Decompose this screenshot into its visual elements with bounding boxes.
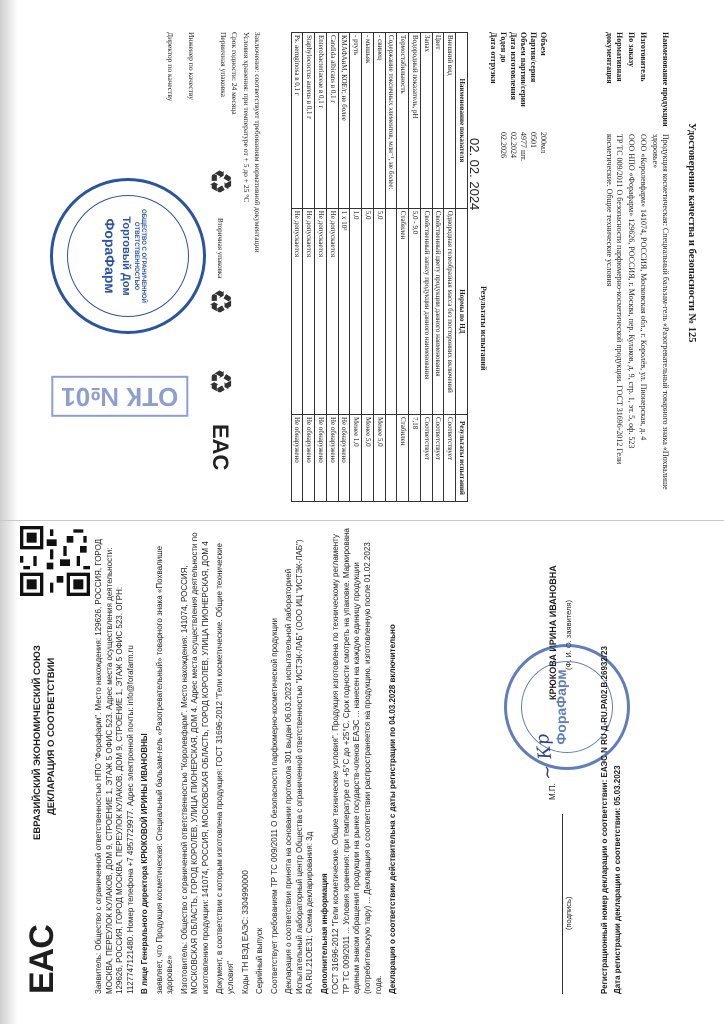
- eac-mark: EAC: [208, 424, 233, 471]
- test-results-table: [291, 32, 468, 502]
- table-cell: 1 x 10³: [338, 208, 350, 414]
- table-cell: Не обнаружено: [291, 414, 303, 501]
- table-row: [421, 33, 433, 502]
- recycle-icon: ♻: [203, 288, 236, 315]
- table-cell: КМАФАнМ, КОЕ/г, не более: [338, 33, 350, 209]
- table-cell: Термостабильность: [397, 33, 409, 209]
- signer-quality-engineer: Инженер по качеству: [187, 32, 196, 100]
- batch-key: Годен до: [499, 32, 508, 63]
- column-header: Нормы по НД: [456, 208, 468, 414]
- tnved-codes: Коды ТН ВЭД ЕАЭС: 3304990000: [240, 870, 250, 994]
- table-cell: 5,0 - 9,0: [409, 208, 421, 414]
- batch-key: Объем: [539, 32, 548, 56]
- primary-packaging-label: Первичная упаковка: [218, 32, 228, 97]
- table-cell: Внешний вид: [444, 33, 456, 209]
- additional-info-title: Дополнительная информация: [319, 873, 329, 994]
- recycle-icon: ♻: [203, 368, 236, 395]
- certificate-signatures: [153, 32, 200, 101]
- table-cell: Staphylococcus aureus в 0,1 г: [303, 33, 315, 209]
- field-label: По заказу: [627, 32, 636, 67]
- batch-key: Объем партии/серии: [519, 32, 528, 107]
- stamp-line: ФораФарм: [552, 669, 569, 745]
- conformity-text: Соответствует требованиям ТР ТС 009/2011 О безопасности парфюмерно-косметической продукции: [269, 617, 279, 994]
- declaration-title: ДЕКЛАРАЦИЯ О СООТВЕТСТВИИ: [46, 657, 57, 815]
- registration-date: Дата регистрации декларации о соответствии: 05.03.2023: [612, 765, 622, 994]
- table-cell: Цвет: [432, 33, 444, 209]
- table-cell: Ps. aeruginosa в 0,1 г: [291, 33, 303, 209]
- stamp-place-label: М.П.: [548, 783, 557, 800]
- batch-row-lot: [528, 32, 538, 252]
- stamp-line: ОБЩЕСТВО С ОГРАНИЧЕННОЙ ОТВЕТСТВЕННОСТЬЮ: [132, 209, 146, 303]
- table-cell: - свинец: [374, 33, 386, 209]
- table-row: [397, 33, 409, 502]
- batch-row-ship-date: [488, 32, 498, 252]
- table-cell: Не обнаружено: [303, 414, 315, 501]
- shelf-life: Срок годности: 24 месяца: [230, 32, 240, 115]
- table-body: [291, 33, 456, 502]
- table-cell: - ртуть: [350, 33, 362, 209]
- document-text: Документ, в соответствии с которым изготовлена продукция: ГОСТ 31696-2012 "Гели косметические. Общие технические условия": [215, 543, 236, 994]
- batch-value: [488, 132, 498, 252]
- table-cell: Менее 5,0: [374, 414, 386, 501]
- quality-certificate: [20, 28, 700, 508]
- field-value: ТР ТС 009/2011 О безопасности парфюмерно-косметической продукции. ГОСТ 31696-2012 Гели косметические. Общие технические условия: [605, 134, 624, 465]
- storage-conditions: Условия хранения: при температуре от + 5 до + 25 °С: [241, 32, 251, 203]
- stamp-line: Торговый Дом: [119, 216, 132, 296]
- batch-value: 02.2024: [509, 132, 518, 158]
- secondary-packaging-label: Вторичная упаковка: [216, 218, 224, 279]
- declares-text: заявляет, что Продукция косметическая: Специальный бальзам-гель «Разогревательный» товарного знака «Похвалише здоровье»: [154, 545, 175, 994]
- validity-text: Декларация о соответствии действительна с даты регистрации по 04.03.2028 включительно: [388, 624, 398, 994]
- table-row: [338, 33, 350, 502]
- field-label: Наименование продукции: [661, 32, 670, 127]
- batch-key: Дата отгрузки: [489, 32, 498, 84]
- registration-number: Регистрационный номер декларации о соответствии: ЕАЭС N RU Д-RU.РА02.В.26932/23: [600, 646, 609, 994]
- table-cell: Стабилен: [397, 414, 409, 501]
- table-cell: 5,0: [374, 208, 386, 414]
- table-row: [409, 33, 421, 502]
- batch-value: 200мл: [539, 132, 548, 154]
- table-cell: Соответствует: [432, 414, 444, 501]
- table-row: [291, 33, 303, 502]
- batch-info: [488, 32, 548, 252]
- union-title: ЕВРАЗИЙСКИЙ ЭКОНОМИЧЕСКИЙ СОЮЗ: [32, 645, 43, 840]
- table-cell: - мышьяк: [362, 33, 374, 209]
- stamp-text: [553, 647, 570, 767]
- column-header: Наименование показателя: [456, 33, 468, 209]
- table-row: [327, 33, 339, 502]
- signer-quality-director: Директор по качеству: [165, 32, 175, 102]
- cert-field-manufacturer: [638, 32, 648, 502]
- field-label: Изготовитель: [639, 32, 648, 82]
- table-cell: Не допускается: [291, 208, 303, 414]
- table-cell: [385, 414, 397, 501]
- table-cell: Содержание токсичных элементов, млн⁻¹, не более:: [385, 33, 397, 209]
- signature-caption: (подпись): [564, 896, 573, 930]
- additional-info-text: ГОСТ 31696-2012 "Гели косметические. Общие технические условия". Продукция изготовлена по техническому регламенту ТР ТС 009/2011 ... Условия хранения: при температуре от +5°С до +25°С. Срок годности смотреть на упаковке. Маркирована единым знаком обращения продукции на рынке государств-членов ЕАЭС ... нанесен на каждую единицу продукции (потребительскую тару) ... Декларация о соответствии распространяется на продукцию, изготовленную после 01.02.2023 года.: [331, 528, 383, 994]
- declaration-of-conformity: [18, 520, 708, 1000]
- cert-field-order: [626, 32, 636, 502]
- table-cell: Enterobacteriaceae в 0,1 г: [315, 33, 327, 209]
- table-cell: Candida albicans в 0,1 г: [327, 33, 339, 209]
- table-row: [315, 33, 327, 502]
- registration-info: [600, 526, 625, 994]
- handwritten-date: 02. 02. 2024: [467, 138, 482, 211]
- table-cell: Не допускается: [303, 208, 315, 414]
- table-row: [385, 33, 397, 502]
- batch-key: Дата изготовления: [509, 32, 518, 100]
- table-cell: Соответствует: [421, 414, 433, 501]
- cert-field-standards: [604, 32, 624, 502]
- eac-logo: EAC: [23, 925, 61, 994]
- applicant-text: Заявитель: Общество с ограниченной ответственностью НПО "Форафарм". Место нахождения: 129626, РОССИЯ, ГОРОД МОСКВА, ПЕРЕУЛОК КУЛАКОВ, ДОМ 9, СТРОЕНИЕ 1, ЭТАЖ 5 ОФИС 523. Адрес места осуществления деятельности: 129626, РОССИЯ, ГОРОД МОСКВА, ПЕРЕУЛОК КУЛАКОВ, ДОМ 9, СТРОЕНИЕ 1, ЭТАЖ 5 ОФИС 523. ОГРН: 1127747121480. Номер телефона +7 4957729977. Адрес электронной почты: info@forafarm.ru: [94, 538, 135, 994]
- table-cell: Запах: [421, 33, 433, 209]
- table-cell: [385, 208, 397, 414]
- stamp-text: [102, 181, 146, 331]
- field-label: Нормативная документация: [605, 32, 624, 84]
- batch-value: 4977 шт.: [519, 132, 528, 162]
- stamp-line: ФораФарм: [102, 218, 119, 294]
- table-cell: Не обнаружено: [327, 414, 339, 501]
- table-cell: Не допускается: [315, 208, 327, 414]
- batch-row-mfg-date: [508, 32, 518, 252]
- batch-value: 02.2026: [499, 132, 508, 158]
- conclusion-text: Заключение: соответствует требованиям нормативной документации: [253, 32, 262, 253]
- certificate-header-fields: [602, 32, 670, 502]
- table-cell: Не обнаружено: [338, 414, 350, 501]
- table-cell: 1,0: [350, 208, 362, 414]
- recycle-icon: ♻: [203, 168, 236, 195]
- name-caption: (Ф. И. О. заявителя): [564, 600, 573, 670]
- table-cell: Свойственный запаху продукции данного наименования: [421, 208, 433, 414]
- handwritten-signature: ~ Кр: [531, 732, 560, 782]
- signer-name: КРЮКОВА ИРИНА ИВАНОВНА: [548, 565, 558, 700]
- table-header-row: [456, 33, 468, 502]
- batch-key: Партия/серия: [529, 32, 538, 83]
- field-value: ООО «Королевфарм» 141074, РОССИЯ, Московская обл., г. Королёв, ул. Пионерская, д. 4: [639, 134, 648, 441]
- table-row: [374, 33, 386, 502]
- table-cell: 5,0: [362, 208, 374, 414]
- manufacturer-text: Изготовитель: Общество с ограниченной ответственностью "Королевфарм". Место нахождения: 141074, РОССИЯ, МОСКОВСКАЯ ОБЛАСТЬ, ГОРОД КОРОЛЕВ, УЛИЦА ПИОНЕРСКАЯ, ДОМ 4. Адрес места осуществления деятельности по изготовлению продукции: 141074, РОССИЯ, МОСКОВСКАЯ ОБЛАСТЬ, ГОРОД КОРОЛЕВ, УЛИЦА ПИОНЕРСКАЯ, ДОМ 4: [179, 532, 210, 994]
- signature-line: [548, 814, 563, 994]
- basis-text: Декларация о соответствии принята на основании протокола 301 выдан 06.03.2023 испытательной лабораторией Испытательный лабораторный центр Общества с ограниченной ответственностью "ИСТЭК-ЛАБ" (ООО ИЦ "ИСТЭК-ЛАБ") RA.RU.21ОЕ31; Схема декларирования: 3д: [284, 539, 315, 994]
- table-row: [444, 33, 456, 502]
- cert-field-product: [650, 32, 670, 502]
- otk-stamp: ОТК №01: [51, 376, 188, 417]
- table-cell: Водородный показатель, pH: [409, 33, 421, 209]
- table-cell: Менее 5,0: [362, 414, 374, 501]
- declaration-body: [94, 526, 403, 994]
- table-cell: Однородная гелеобразная масса без посторонних включений: [444, 208, 456, 414]
- table-row: [303, 33, 315, 502]
- table-cell: Не допускается: [327, 208, 339, 414]
- column-header: Результаты испытаний: [456, 414, 468, 501]
- batch-row-volume: [538, 32, 548, 252]
- batch-row-lot-size: [518, 32, 528, 252]
- table-cell: Не обнаружено: [315, 414, 327, 501]
- certificate-title: Удостоверение качества и безопасности № 125: [686, 123, 697, 343]
- results-title: Результаты испытаний: [479, 286, 488, 371]
- table-row: [350, 33, 362, 502]
- serial-production: Серийный выпуск: [255, 927, 265, 994]
- batch-value: 0501: [529, 132, 538, 148]
- qr-code-icon: [20, 526, 90, 596]
- table-row: [432, 33, 444, 502]
- table-cell: Свойственный цвету продукции данного наименования: [432, 208, 444, 414]
- table-cell: Стабилен: [397, 208, 409, 414]
- table-row: [362, 33, 374, 502]
- table-cell: Соответствует: [444, 414, 456, 501]
- field-value: Продукция косметическая: Специальный бальзам-гель «Разогревательный товарного знака «Похвалише здоровье»: [651, 134, 670, 490]
- table-cell: Менее 1,0: [350, 414, 362, 501]
- batch-row-expiry: [498, 32, 508, 252]
- scan-edge-shadow: [0, 0, 18, 1024]
- field-value: ООО НПО «Форафарм» 129626, РОССИЯ, г. Москва, пер. Кулаков, д. 9, стр. 1, эт. 5, оф. 523: [627, 134, 636, 449]
- representative-text: В лице Генерального директора КРЮКОВОЙ ИРИНЫ ИВАНОВНЫ: [140, 733, 150, 994]
- table-cell: 7,18: [409, 414, 421, 501]
- company-stamp: [50, 178, 206, 334]
